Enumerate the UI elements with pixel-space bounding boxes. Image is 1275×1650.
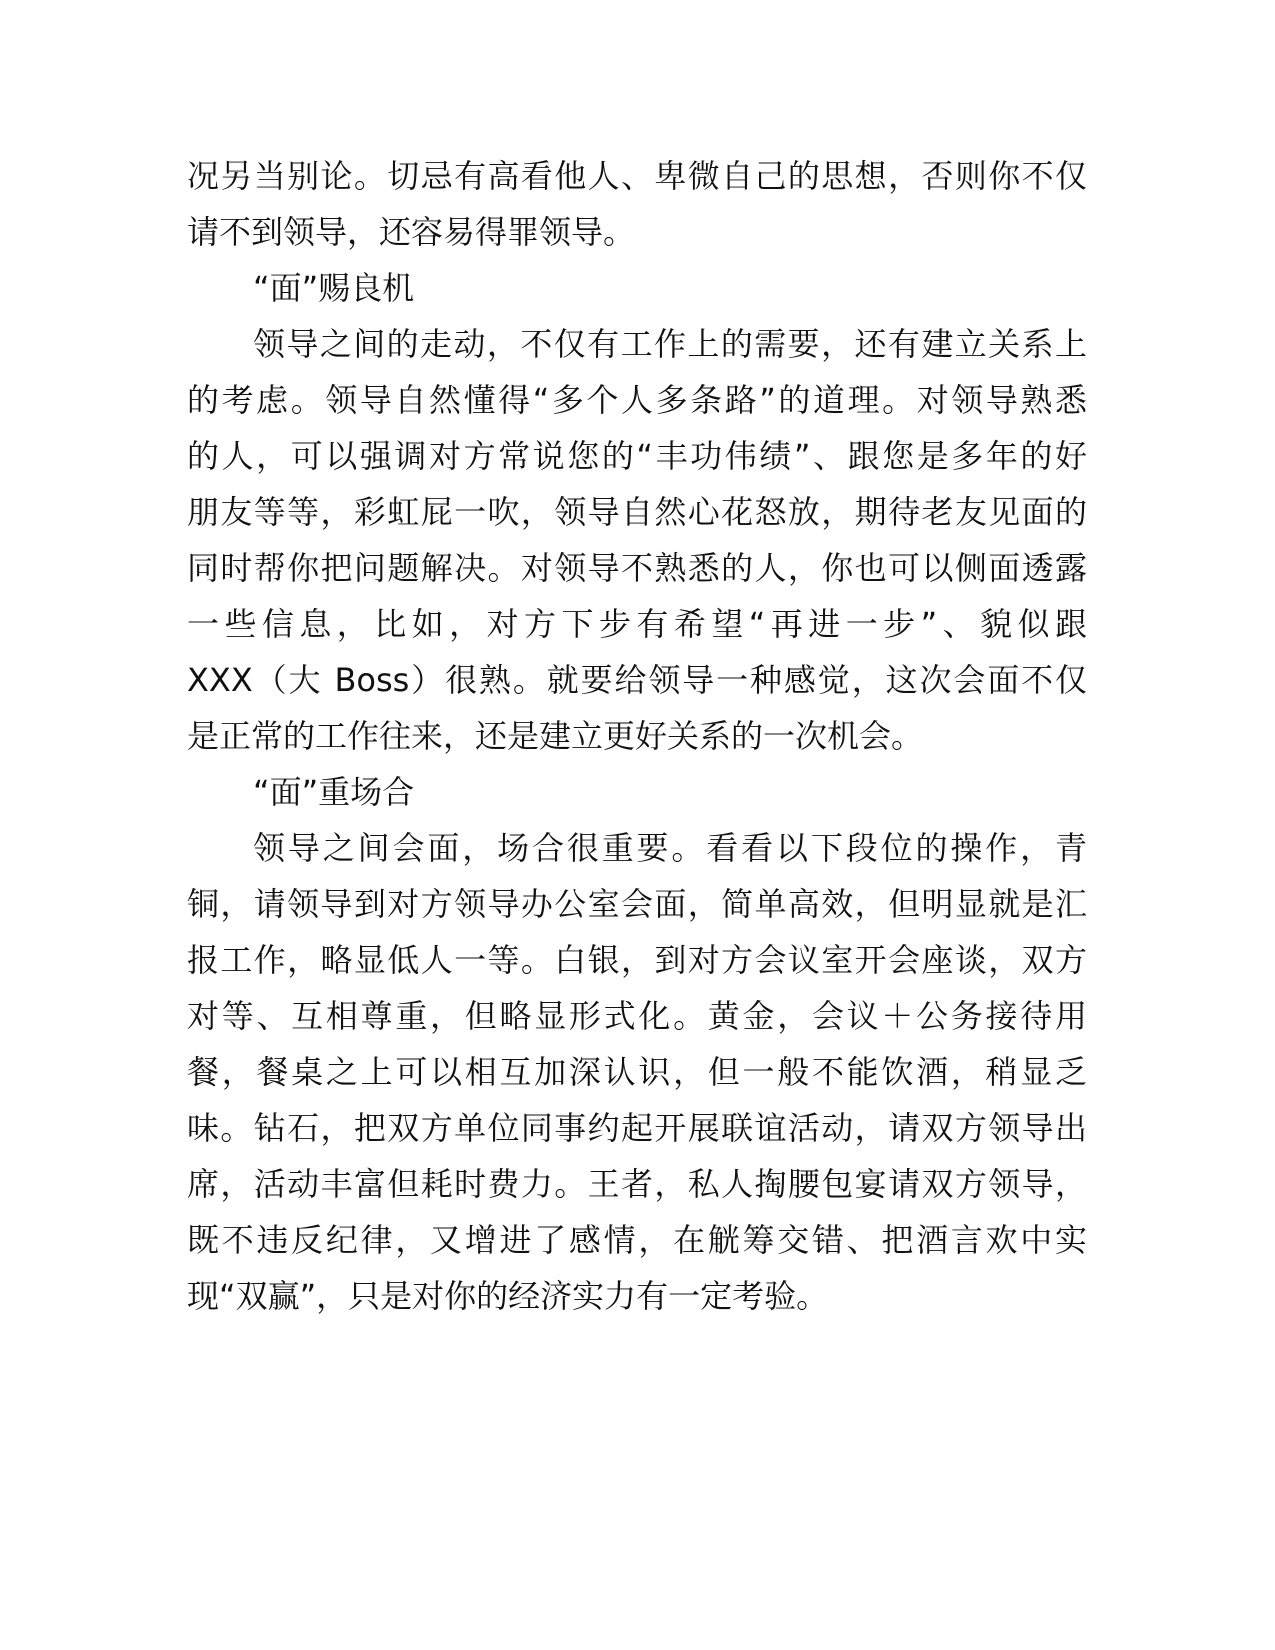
paragraph-line: 铜，请领导到对方领导办公室会面，简单高效，但明显就是汇: [187, 885, 1087, 923]
paragraph-line: 同时帮你把问题解决。对领导不熟悉的人，你也可以侧面透露: [187, 549, 1087, 587]
paragraph-line: 报工作，略显低人一等。白银，到对方会议室开会座谈，双方: [187, 941, 1087, 979]
paragraph-line: XXX（大 Boss）很熟。就要给领导一种感觉，这次会面不仅: [187, 661, 1087, 699]
paragraph-line: 既不违反纪律，又增进了感情，在觥筹交错、把酒言欢中实: [187, 1221, 1087, 1259]
paragraph-line: 况另当别论。切忌有高看他人、卑微自己的思想，否则你不仅: [187, 157, 1087, 195]
paragraph-line: 一些信息，比如，对方下步有希望“再进一步”、貌似跟: [187, 605, 1087, 643]
paragraph-line: 味。钻石，把双方单位同事约起开展联谊活动，请双方领导出: [187, 1109, 1087, 1147]
paragraph-line: 是正常的工作往来，还是建立更好关系的一次机会。: [187, 717, 924, 755]
paragraph-line: 的考虑。领导自然懂得“多个人多条路”的道理。对领导熟悉: [187, 381, 1087, 419]
section-heading: “面”重场合: [253, 773, 415, 811]
section-heading: “面”赐良机: [253, 269, 415, 307]
paragraph-line: 领导之间的走动，不仅有工作上的需要，还有建立关系上: [253, 325, 1087, 363]
paragraph-line: 席，活动丰富但耗时费力。王者，私人掏腰包宴请双方领导，: [187, 1165, 1087, 1203]
paragraph-line: 餐，餐桌之上可以相互加深认识，但一般不能饮酒，稍显乏: [187, 1053, 1087, 1091]
paragraph-line: 领导之间会面，场合很重要。看看以下段位的操作，青: [253, 829, 1087, 867]
paragraph-line: 现“双赢”，只是对你的经济实力有一定考验。: [187, 1277, 829, 1315]
paragraph-line: 的人，可以强调对方常说您的“丰功伟绩”、跟您是多年的好: [187, 437, 1087, 475]
paragraph-line: 朋友等等，彩虹屁一吹，领导自然心花怒放，期待老友见面的: [187, 493, 1087, 531]
document-body: [187, 148, 1087, 1324]
paragraph-line: 请不到领导，还容易得罪领导。: [187, 213, 636, 251]
paragraph-line: 对等、互相尊重，但略显形式化。黄金，会议＋公务接待用: [187, 997, 1087, 1035]
